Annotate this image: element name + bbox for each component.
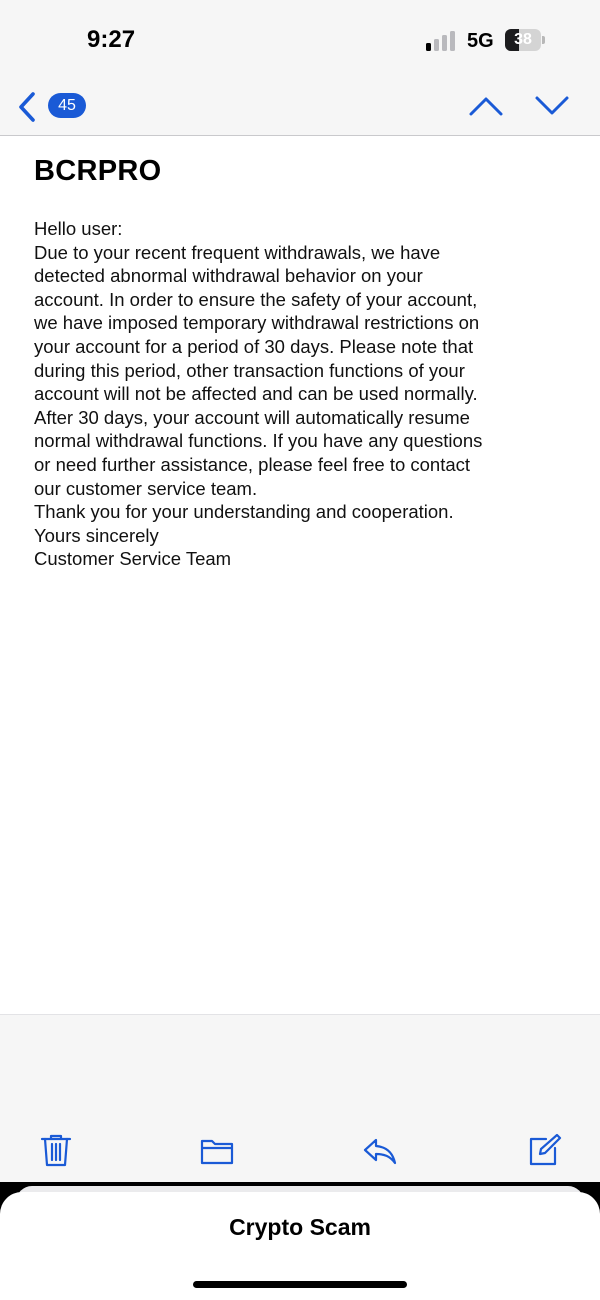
status-bar xyxy=(0,0,600,80)
toolbar-background xyxy=(0,1014,600,1184)
back-chevron-icon[interactable] xyxy=(14,90,40,124)
cellular-signal-icon xyxy=(426,31,458,51)
email-body-line: account will not be affected and can be used normally. xyxy=(34,383,478,405)
unread-count-badge[interactable]: 45 xyxy=(48,93,86,118)
folder-icon[interactable] xyxy=(199,1132,235,1168)
email-body-line: detected abnormal withdrawal behavior on your xyxy=(34,265,423,287)
battery-tip xyxy=(542,36,545,44)
signal-bar xyxy=(450,31,455,51)
signal-bar xyxy=(434,39,439,51)
signal-bar xyxy=(442,35,447,51)
nav-bar xyxy=(0,80,600,136)
email-body-line: we have imposed temporary withdrawal restrictions on xyxy=(34,312,480,334)
email-body-line: After 30 days, your account will automatically resume xyxy=(34,406,470,428)
email-body-line: Yours sincerely xyxy=(34,524,159,546)
email-content xyxy=(0,137,600,1014)
bottom-sheet[interactable] xyxy=(0,1192,600,1300)
email-body-line: Hello user: xyxy=(34,218,123,239)
email-body xyxy=(34,217,574,571)
home-indicator xyxy=(193,1281,407,1288)
trash-icon[interactable] xyxy=(38,1132,74,1168)
email-body-line: Due to your recent frequent withdrawals, we have xyxy=(34,241,441,263)
email-body-line: or need further assistance, please feel free to contact xyxy=(34,453,471,475)
email-sender: BCRPRO xyxy=(34,155,162,187)
previous-message-icon[interactable] xyxy=(468,94,504,118)
sheet-title: Crypto Scam xyxy=(229,1214,371,1240)
compose-icon[interactable] xyxy=(526,1132,562,1168)
battery-body xyxy=(505,29,541,51)
signal-bar xyxy=(426,43,431,51)
battery-icon xyxy=(505,29,545,51)
email-body-line: during this period, other transaction functions of your xyxy=(34,359,465,381)
email-body-line: Thank you for your understanding and cooperation. xyxy=(34,501,454,523)
next-message-icon[interactable] xyxy=(534,94,570,118)
reply-icon[interactable] xyxy=(362,1132,398,1168)
email-body-line: our customer service team. xyxy=(34,477,258,499)
email-body-line: normal withdrawal functions. If you have any questions xyxy=(34,430,483,452)
email-body-line: account. In order to ensure the safety of your account, xyxy=(34,288,478,310)
status-time: 9:27 xyxy=(87,26,136,53)
email-body-line: your account for a period of 30 days. Please note that xyxy=(34,335,474,357)
email-body-line: Customer Service Team xyxy=(34,548,232,570)
network-type: 5G xyxy=(467,30,494,52)
battery-level: 38 xyxy=(514,31,532,48)
